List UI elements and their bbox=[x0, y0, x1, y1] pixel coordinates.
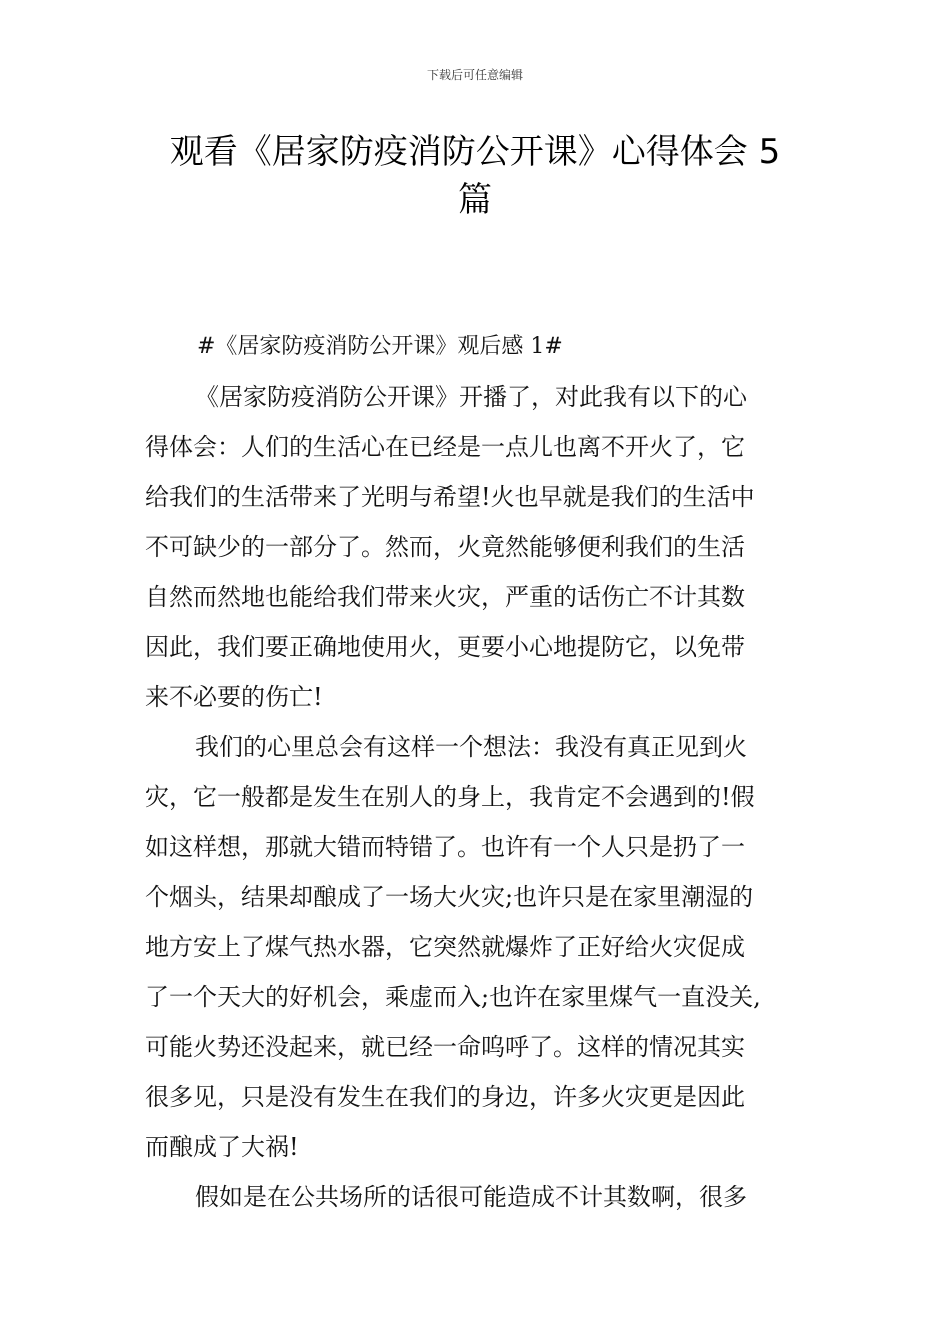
title-line: 篇 bbox=[458, 180, 492, 220]
text-line: 给我们的生活带来了光明与希望!火也早就是我们的生活中 bbox=[145, 483, 755, 511]
paragraph-1 bbox=[145, 372, 815, 722]
text-line: 可能火势还没起来，就已经一命呜呼了。这样的情况其实 bbox=[145, 1033, 745, 1061]
text-line: 我们的心里总会有这样一个想法：我没有真正见到火 bbox=[195, 733, 747, 761]
text-line: 得体会：人们的生活心在已经是一点儿也离不开火了，它 bbox=[145, 433, 745, 461]
text-line: 假如是在公共场所的话很可能造成不计其数啊，很多 bbox=[195, 1183, 747, 1211]
text-line: 不可缺少的一部分了。然而，火竟然能够便利我们的生活 bbox=[145, 533, 745, 561]
title-line: 观看《居家防疫消防公开课》心得体会 5 bbox=[169, 132, 781, 172]
text-line: 地方安上了煤气热水器，它突然就爆炸了正好给火灾促成 bbox=[145, 933, 745, 961]
text-line: 如这样想，那就大错而特错了。也许有一个人只是扔了一 bbox=[145, 833, 745, 861]
header-note: 下载后可任意编辑 bbox=[426, 68, 523, 82]
paragraph-3 bbox=[145, 1172, 815, 1222]
text-line: 个烟头，结果却酿成了一场大火灾;也许只是在家里潮湿的 bbox=[145, 883, 754, 911]
document-title bbox=[130, 128, 820, 224]
text-line: 灾，它一般都是发生在别人的身上，我肯定不会遇到的!假 bbox=[145, 783, 755, 811]
section-heading: #《居家防疫消防公开课》观后感 1# bbox=[197, 334, 563, 359]
text-line: 来不必要的伤亡! bbox=[145, 683, 323, 711]
text-line: 因此，我们要正确地使用火，更要小心地提防它，以免带 bbox=[145, 633, 745, 661]
paragraph-2 bbox=[145, 722, 815, 1172]
text-line: 《居家防疫消防公开课》开播了，对此我有以下的心 bbox=[195, 383, 747, 411]
text-line: 很多见，只是没有发生在我们的身边，许多火灾更是因此 bbox=[145, 1083, 745, 1111]
text-line: 而酿成了大祸! bbox=[145, 1133, 299, 1161]
text-line: 自然而然地也能给我们带来火灾，严重的话伤亡不计其数 bbox=[145, 583, 745, 611]
text-line: 了一个天大的好机会，乘虚而入;也许在家里煤气一直没关, bbox=[145, 983, 761, 1011]
